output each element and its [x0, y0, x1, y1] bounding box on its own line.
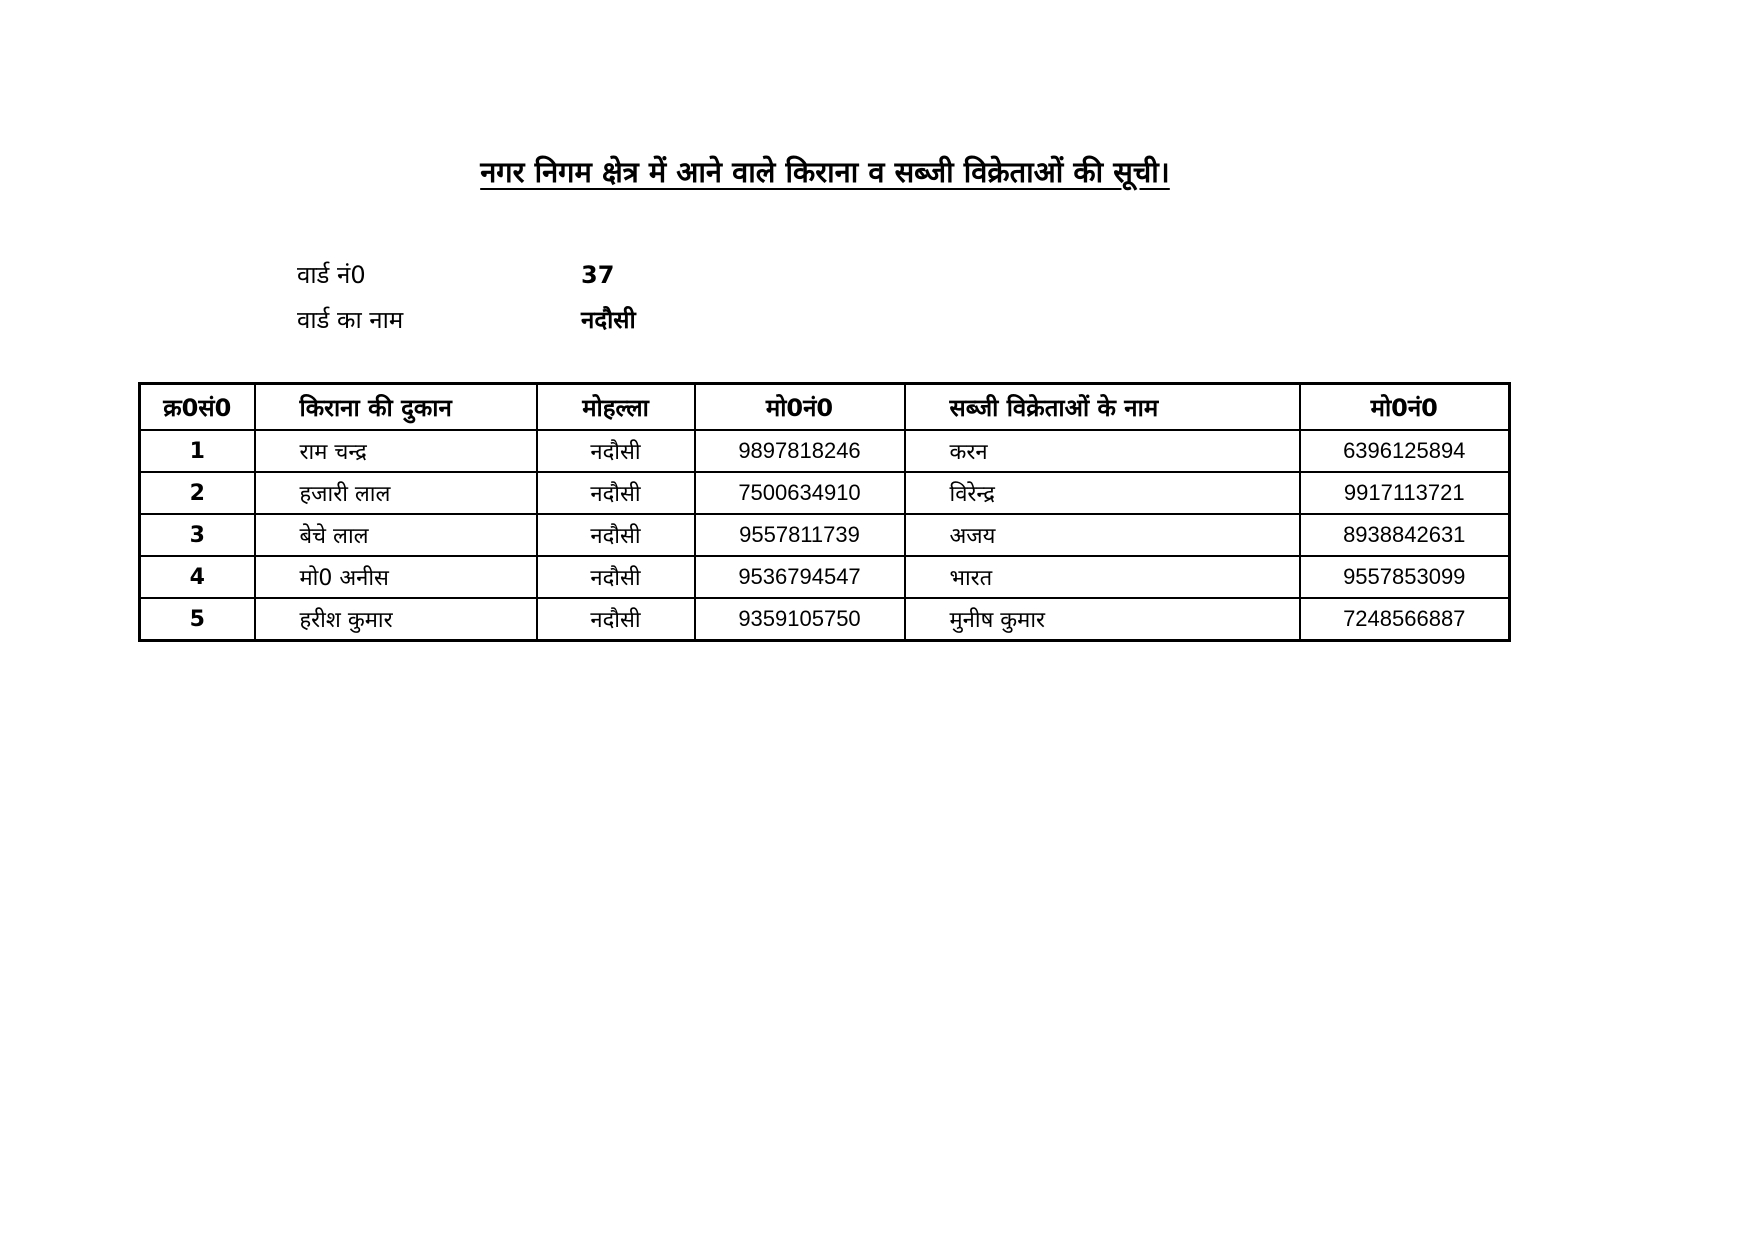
vegetable-vendor-cell: करन: [905, 430, 1300, 472]
table-row: [140, 514, 1510, 556]
vendor-mobile-cell: 8938842631: [1300, 514, 1510, 556]
shop-mobile-cell: 7500634910: [695, 472, 905, 514]
vendor-mobile-cell: 9917113721: [1300, 472, 1510, 514]
header-vegetable-vendor: सब्जी विक्रेताओं के नाम: [905, 384, 1300, 431]
serial-no-cell: 5: [140, 598, 255, 641]
locality-cell: नदौसी: [537, 430, 695, 472]
serial-no-cell: 4: [140, 556, 255, 598]
header-vendor-mobile-no: मो0नं0: [1300, 384, 1510, 431]
locality-cell: नदौसी: [537, 556, 695, 598]
vendor-mobile-cell: 7248566887: [1300, 598, 1510, 641]
ward-name-row: [297, 297, 636, 342]
shop-mobile-cell: 9557811739: [695, 514, 905, 556]
ward-name-label: वार्ड का नाम: [297, 306, 404, 334]
ward-number-label: वार्ड नं0: [297, 261, 366, 289]
shop-mobile-cell: 9536794547: [695, 556, 905, 598]
ward-number-row: [297, 252, 636, 297]
grocery-shop-cell: मो0 अनीस: [255, 556, 537, 598]
serial-no-cell: 2: [140, 472, 255, 514]
vegetable-vendor-cell: अजय: [905, 514, 1300, 556]
header-serial-no: क्र0सं0: [140, 384, 255, 431]
vegetable-vendor-cell: मुनीष कुमार: [905, 598, 1300, 641]
grocery-shop-cell: हजारी लाल: [255, 472, 537, 514]
ward-info: [297, 252, 636, 342]
locality-cell: नदौसी: [537, 472, 695, 514]
locality-cell: नदौसी: [537, 598, 695, 641]
vendor-table: [138, 382, 1511, 642]
table-header-row: [140, 384, 1510, 431]
grocery-shop-cell: हरीश कुमार: [255, 598, 537, 641]
table-row: [140, 598, 1510, 641]
table-row: [140, 472, 1510, 514]
table-row: [140, 556, 1510, 598]
table-row: [140, 430, 1510, 472]
vendor-mobile-cell: 6396125894: [1300, 430, 1510, 472]
grocery-shop-cell: राम चन्द्र: [255, 430, 537, 472]
header-locality: मोहल्ला: [537, 384, 695, 431]
page-title: नगर निगम क्षेत्र में आने वाले किराना व सब्जी विक्रेताओं की सूची।: [480, 155, 1170, 189]
vendor-mobile-cell: 9557853099: [1300, 556, 1510, 598]
shop-mobile-cell: 9897818246: [695, 430, 905, 472]
ward-number-value: 37: [581, 260, 615, 289]
header-mobile-no: मो0नं0: [695, 384, 905, 431]
locality-cell: नदौसी: [537, 514, 695, 556]
grocery-shop-cell: बेचे लाल: [255, 514, 537, 556]
serial-no-cell: 1: [140, 430, 255, 472]
header-grocery-shop: किराना की दुकान: [255, 384, 537, 431]
serial-no-cell: 3: [140, 514, 255, 556]
vegetable-vendor-cell: भारत: [905, 556, 1300, 598]
ward-name-value: नदौसी: [581, 306, 636, 334]
vegetable-vendor-cell: विरेन्द्र: [905, 472, 1300, 514]
shop-mobile-cell: 9359105750: [695, 598, 905, 641]
